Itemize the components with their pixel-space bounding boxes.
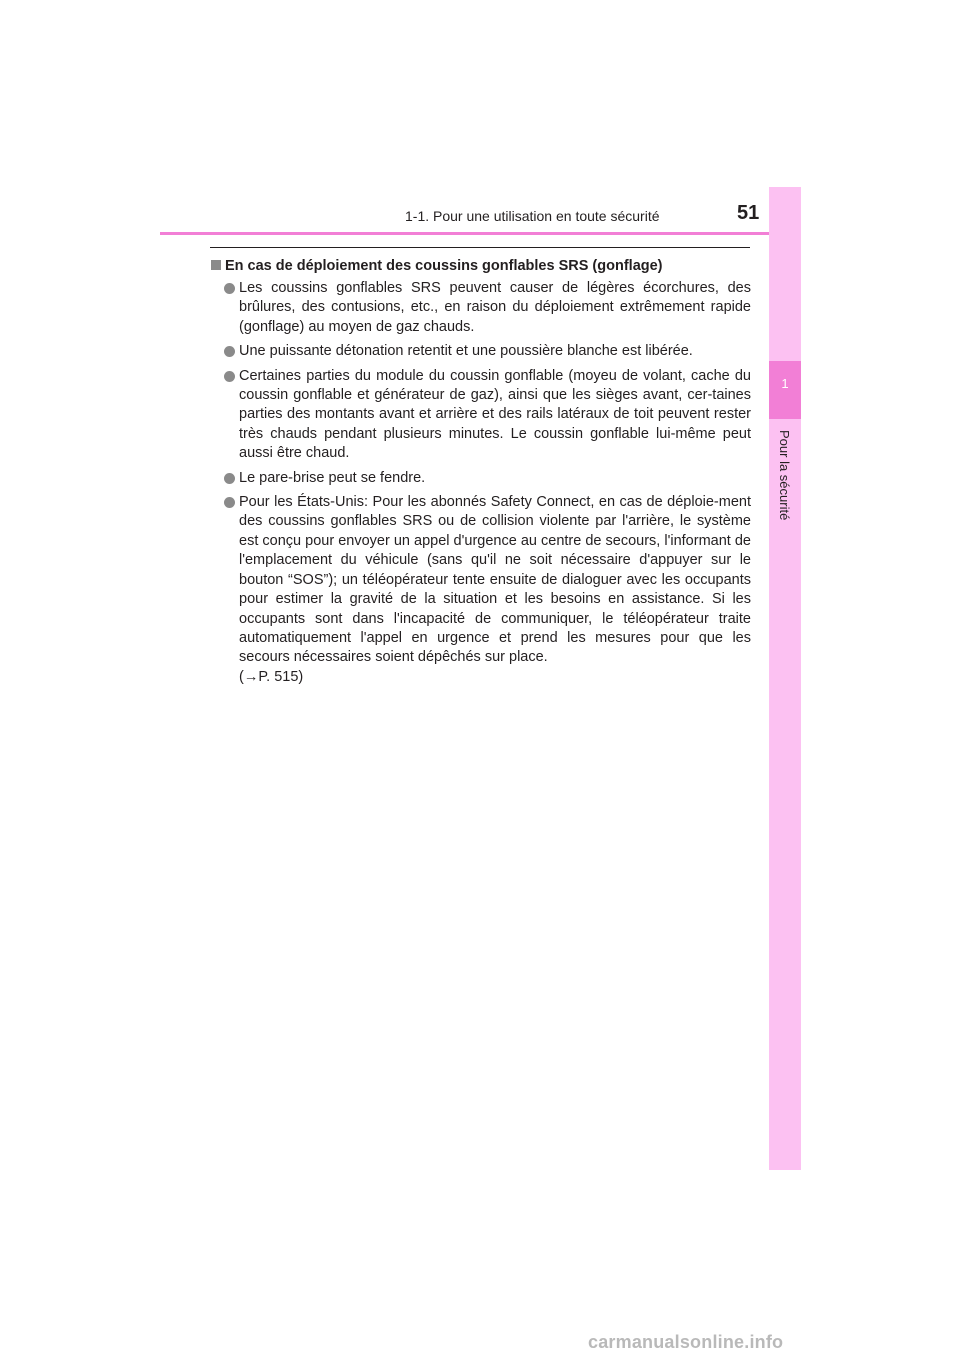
side-tab-chapter-number: 1: [781, 376, 789, 391]
header-section-title: 1-1. Pour une utilisation en toute sécurité: [405, 208, 660, 224]
page-reference: (→P. 515): [239, 668, 304, 685]
list-item: [224, 279, 751, 337]
side-tab: [769, 187, 801, 1170]
bullet-list: [224, 279, 751, 692]
list-item: [224, 469, 751, 488]
list-item-text: Pour les États-Unis: Pour les abonnés Safety Connect, en cas de déploie-ment des coussins gonflables SRS ou de collision violente par l'arrière, le système est conçu pour envoyer un appel d'urgence au centre de secours, l'informant de l'emplacement du véhicule (sans qu'il ne soit nécessaire d'appuyer sur le bouton “SOS”); un téléopérateur tente ensuite de dialoguer avec les occupants pour estimer la gravité de la situation et les besoins en assistance. Si les occupants sont dans l'incapacité de communiquer, le téléopérateur traite automatiquement l'appel en urgence et prend les mesures pour que les secours nécessaires soient dépêchés sur place.: [239, 494, 751, 666]
list-item-text: Certaines parties du module du coussin gonflable (moyeu de volant, cache du coussin gonflable et générateur de gaz), ainsi que les sièges avant, cer-taines parties des montants avant et arrière et des rails latéraux de toit peuvent rester très chauds pendant plusieurs minutes. Le coussin gonflable lui-même peut aussi être chaud.: [239, 367, 751, 462]
watermark: carmanualsonline.info: [588, 1332, 784, 1352]
side-tab-chapter-label: Pour la sécurité: [777, 430, 792, 521]
content-rule: [210, 247, 750, 248]
circle-bullet-icon: [224, 283, 235, 294]
circle-bullet-icon: [224, 346, 235, 357]
list-item-text: Les coussins gonflables SRS peuvent causer de légères écorchures, des brûlures, des contusions, etc., en raison du déploiement extrêmement rapide (gonflage) au moyen de gaz chauds.: [239, 280, 751, 335]
list-item-text: Une puissante détonation retentit et une poussière blanche est libérée.: [239, 343, 693, 360]
section-heading-text: En cas de déploiement des coussins gonflables SRS (gonflage): [225, 258, 663, 274]
circle-bullet-icon: [224, 473, 235, 484]
square-bullet-icon: [211, 260, 221, 270]
list-item: [224, 493, 751, 687]
circle-bullet-icon: [224, 371, 235, 382]
page-number: 51: [737, 202, 760, 224]
section-heading: [211, 257, 751, 276]
list-item-text: Le pare-brise peut se fendre.: [239, 469, 426, 486]
header-rule: [160, 232, 800, 235]
list-item: [224, 342, 751, 361]
circle-bullet-icon: [224, 497, 235, 508]
list-item: [224, 367, 751, 464]
